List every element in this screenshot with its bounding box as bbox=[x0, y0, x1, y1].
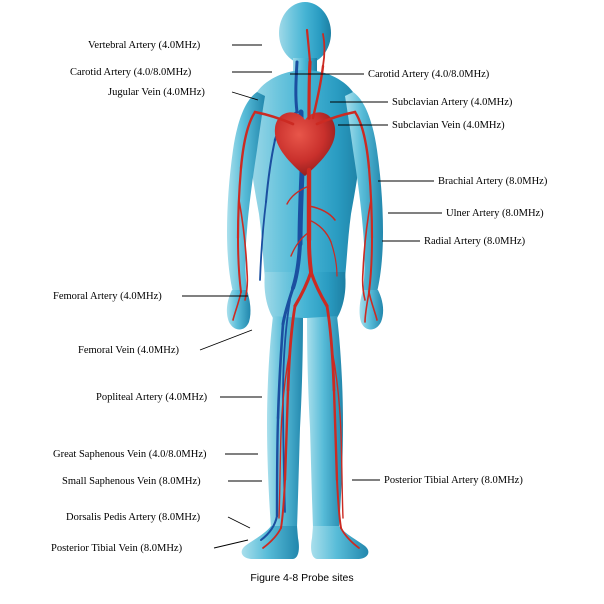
label-subclavian-vein: Subclavian Vein (4.0MHz) bbox=[392, 120, 505, 131]
label-vertebral-artery: Vertebral Artery (4.0MHz) bbox=[88, 40, 201, 51]
label-posterior-tibial-vein: Posterior Tibial Vein (8.0MHz) bbox=[51, 543, 183, 554]
label-subclavian-artery: Subclavian Artery (4.0MHz) bbox=[392, 97, 513, 108]
label-dorsalis-pedis-artery: Dorsalis Pedis Artery (8.0MHz) bbox=[66, 512, 201, 523]
body-silhouette bbox=[227, 2, 383, 559]
label-posterior-tibial-artery: Posterior Tibial Artery (8.0MHz) bbox=[384, 475, 523, 486]
human-circulatory-system-illustration bbox=[205, 0, 405, 570]
label-carotid-artery-right: Carotid Artery (4.0/8.0MHz) bbox=[368, 69, 490, 80]
label-small-saphenous-vein: Small Saphenous Vein (8.0MHz) bbox=[62, 476, 201, 487]
label-femoral-artery: Femoral Artery (4.0MHz) bbox=[53, 291, 162, 302]
label-ulner-artery: Ulner Artery (8.0MHz) bbox=[446, 208, 544, 219]
label-jugular-vein: Jugular Vein (4.0MHz) bbox=[108, 87, 205, 98]
label-great-saphenous-vein: Great Saphenous Vein (4.0/8.0MHz) bbox=[53, 449, 207, 460]
label-carotid-artery-left: Carotid Artery (4.0/8.0MHz) bbox=[70, 67, 192, 78]
label-femoral-vein: Femoral Vein (4.0MHz) bbox=[78, 345, 179, 356]
figure-caption: Figure 4-8 Probe sites bbox=[250, 572, 354, 584]
label-popliteal-artery: Popliteal Artery (4.0MHz) bbox=[96, 392, 208, 403]
label-radial-artery: Radial Artery (8.0MHz) bbox=[424, 236, 526, 247]
label-brachial-artery: Brachial Artery (8.0MHz) bbox=[438, 176, 548, 187]
